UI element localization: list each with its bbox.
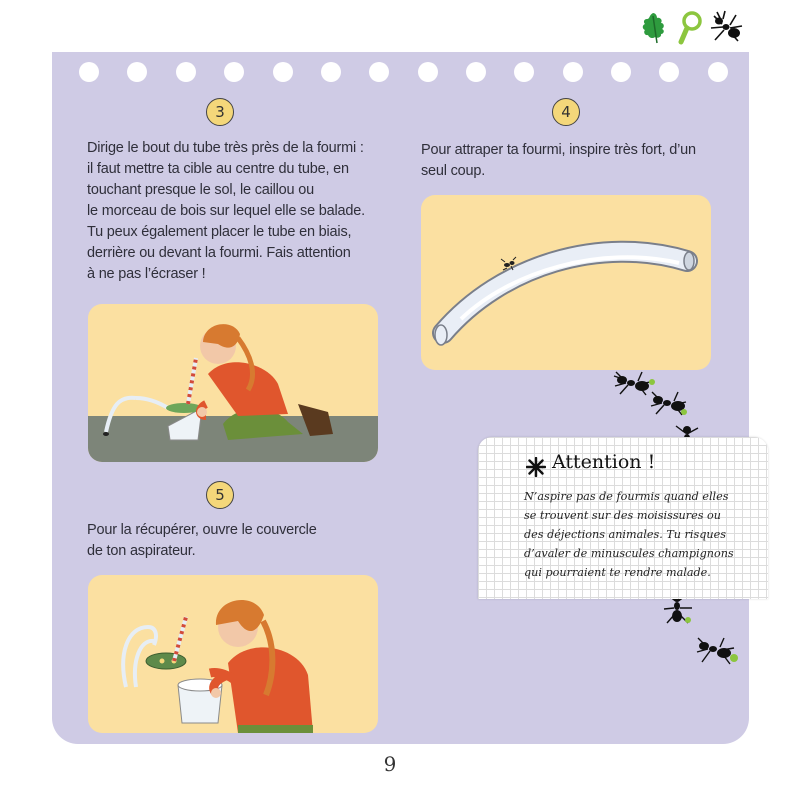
binder-hole (418, 62, 438, 82)
step-3-line: il faut mettre ta cible au centre du tube, en (87, 161, 349, 177)
warning-line: se trouvent sur des moisissures ou (524, 509, 721, 522)
warning-title: Attention ! (552, 451, 656, 473)
step-3-line: à ne pas l’écraser ! (87, 266, 206, 282)
binder-hole (176, 62, 196, 82)
warning-text (524, 487, 734, 582)
step-4-text (421, 140, 696, 182)
step-3-line: derrière ou devant la fourmi. Fais attention (87, 245, 351, 261)
asterisk-icon (526, 457, 546, 477)
warning-line: d’avaler de minuscules champignons (524, 547, 734, 560)
binder-hole (79, 62, 99, 82)
oak-leaf-icon (636, 10, 670, 46)
step-3-line: Dirige le bout du tube très près de la fourmi : (87, 140, 364, 156)
binder-hole (708, 62, 728, 82)
binder-hole (273, 62, 293, 82)
step-3-text (87, 138, 365, 285)
binder-hole (563, 62, 583, 82)
step-4-number: 4 (552, 98, 580, 126)
step-4-line: Pour attraper ta fourmi, inspire très fort, d’un (421, 142, 696, 158)
warning-note (478, 437, 768, 599)
step-5-line: Pour la récupérer, ouvre le couvercle (87, 522, 317, 538)
step-5-line: de ton aspirateur. (87, 543, 196, 559)
step-5-number: 5 (206, 481, 234, 509)
binder-hole (369, 62, 389, 82)
warning-line: qui pourraient te rendre malade. (524, 566, 711, 579)
ant-icon (706, 10, 746, 46)
page-number: 9 (383, 752, 397, 776)
step-5-illustration (88, 575, 378, 733)
step-3-illustration (88, 304, 378, 462)
warning-line: des déjections animales. Tu risques (524, 528, 726, 541)
step-5-text (87, 520, 317, 562)
binder-hole (659, 62, 679, 82)
step-3-line: touchant presque le sol, le caillou ou (87, 182, 314, 198)
step-3-line: Tu peux également placer le tube en biais, (87, 224, 352, 240)
binder-hole (321, 62, 341, 82)
step-4-line: seul coup. (421, 163, 486, 179)
binder-hole (466, 62, 486, 82)
binder-hole (514, 62, 534, 82)
binder-hole (611, 62, 631, 82)
step-3-number: 3 (206, 98, 234, 126)
binder-hole (127, 62, 147, 82)
header-icons (636, 8, 746, 48)
binder-hole (224, 62, 244, 82)
ant-icon (694, 634, 746, 668)
magnifier-icon (678, 10, 704, 46)
warning-line: N’aspire pas de fourmis quand elles (524, 490, 729, 503)
step-4-illustration (421, 195, 711, 370)
ant-icon (648, 388, 696, 418)
step-3-line: le morceau de bois sur lequel elle se balade. (87, 203, 365, 219)
